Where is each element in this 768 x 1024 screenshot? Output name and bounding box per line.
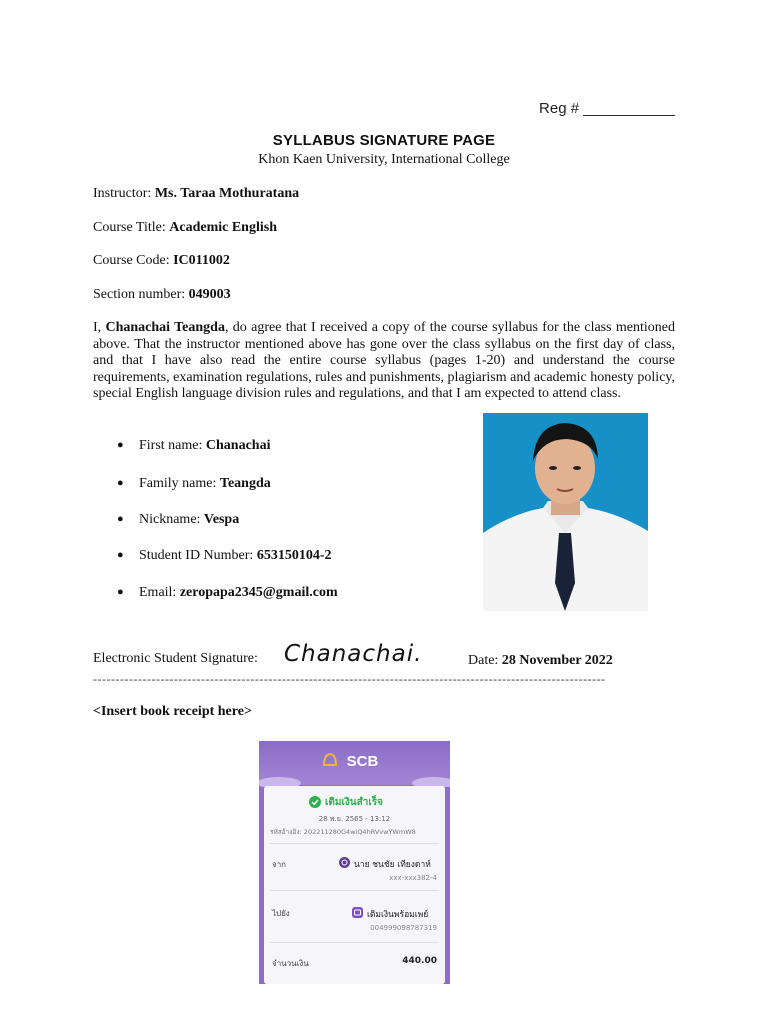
cloud-decoration-icon	[259, 771, 450, 787]
student-id-label: Student ID Number:	[139, 548, 257, 563]
from-account: xxx-xxx382-4	[389, 874, 437, 882]
student-photo	[483, 413, 648, 611]
handwritten-signature: Chanachai.	[284, 641, 423, 667]
course-title-line	[93, 220, 277, 236]
date-label: Date:	[468, 653, 502, 668]
section-line	[93, 287, 231, 303]
nickname-label: Nickname:	[139, 512, 204, 527]
divider	[270, 890, 439, 891]
dashed-separator: ------------------------------------------------------------------------------------------------------------------	[93, 672, 606, 686]
receipt-reference: รหัสอ้างอิง: 202211280G4wiQ4hRVvwYWmW8	[270, 828, 416, 836]
signature-line	[93, 651, 258, 667]
page-title: SYLLABUS SIGNATURE PAGE	[272, 132, 496, 149]
scb-logo-text: SCB	[346, 753, 379, 770]
course-code-label: Course Code:	[93, 253, 174, 268]
course-title-label: Course Title:	[93, 220, 170, 235]
success-check-icon	[309, 796, 321, 808]
email-label: Email:	[139, 585, 180, 600]
to-account: 004999098787319	[370, 924, 437, 932]
book-receipt-image	[259, 741, 450, 984]
bullet-icon: ●	[117, 586, 124, 598]
receipt-status: เติมเงินสำเร็จ	[325, 797, 384, 808]
divider	[270, 942, 439, 943]
receipt-header	[259, 741, 450, 785]
first-name-label: First name:	[139, 438, 206, 453]
nickname-item	[117, 512, 239, 528]
amount-label: จำนวนเงิน	[272, 959, 309, 968]
family-name-label: Family name:	[139, 476, 220, 491]
receipt-label: <Insert book receipt here>	[93, 704, 252, 719]
registration-number: Reg # ___________	[539, 100, 675, 117]
from-label: จาก	[272, 860, 287, 869]
bullet-icon: ●	[117, 513, 124, 525]
course-code-line	[93, 253, 230, 269]
agreement-text: , do agree that I received a copy of the course syllabus for the class mentioned above. That the instructor mentioned above has gone over the class syllabus on the first day of class, and that I have also read the entire course syllabus (pages 1-20) and understand the course requirements, examination regulations, rules and punishments, plagiarism and academic honesty policy, special English language division rules and regulations, and that I am expected to attend class.	[93, 320, 675, 402]
page-subtitle: Khon Kaen University, International College	[258, 152, 510, 167]
agreement-paragraph	[93, 320, 675, 403]
instructor-label: Instructor:	[93, 186, 155, 201]
from-name: นาย ชนชัย เทียงดาห์	[354, 860, 431, 870]
first-name-item	[117, 438, 270, 454]
instructor-line	[93, 186, 299, 202]
signature-label: Electronic Student Signature:	[93, 651, 258, 666]
date-line	[468, 653, 613, 669]
to-name: เติมเงินพร้อมเพย์	[367, 910, 429, 920]
section-label: Section number:	[93, 287, 189, 302]
student-id: 653150104-2	[256, 548, 332, 563]
first-name: Chanachai	[205, 438, 271, 453]
bullet-icon: ●	[117, 549, 124, 561]
email-item	[117, 585, 338, 601]
wallet-icon	[352, 907, 363, 918]
student-id-item	[117, 548, 332, 564]
section-number: 049003	[188, 287, 231, 302]
receipt-datetime: 28 พ.ย. 2565 - 13:12	[318, 815, 391, 823]
bullet-icon: ●	[117, 477, 124, 489]
instructor-name: Ms. Taraa Mothuratana	[154, 186, 300, 201]
bank-account-icon	[339, 857, 350, 868]
course-title: Academic English	[169, 220, 277, 235]
agreement-prefix: I,	[93, 320, 106, 335]
to-label: ไปยัง	[272, 909, 290, 918]
family-name: Teangda	[219, 476, 271, 491]
divider	[270, 843, 439, 844]
agreement-student-name: Chanachai Teangda	[105, 320, 225, 335]
course-code: IC011002	[173, 253, 230, 268]
nickname: Vespa	[203, 512, 240, 527]
amount-value: 440.00	[402, 956, 437, 966]
email: zeropapa2345@gmail.com	[179, 585, 338, 600]
bullet-icon: ●	[117, 439, 124, 451]
family-name-item	[117, 476, 271, 492]
receipt-card	[264, 786, 445, 984]
signature-date: 28 November 2022	[501, 653, 613, 668]
